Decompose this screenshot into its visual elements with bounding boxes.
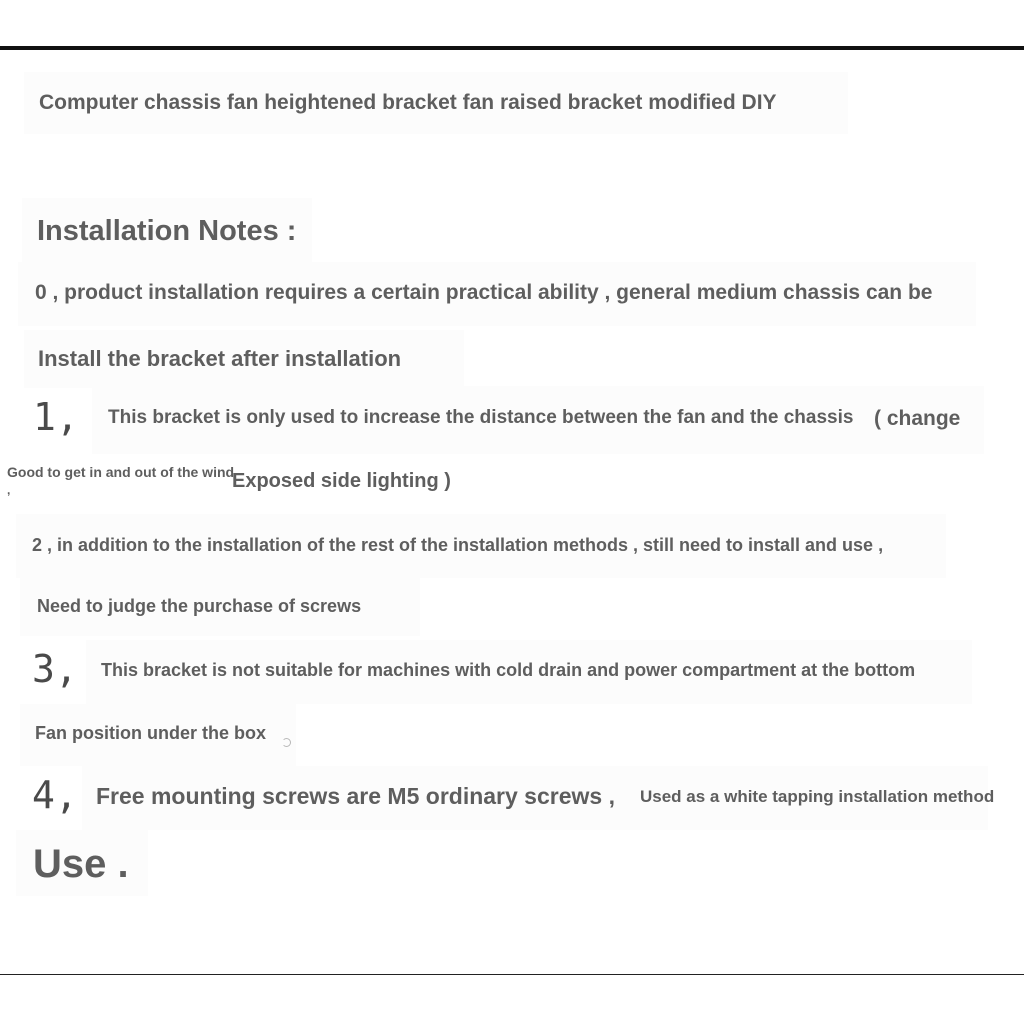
note-0-line-2: Install the bracket after installation (24, 330, 464, 388)
note-3-text: This bracket is not suitable for machines with cold drain and power compartment at the bottom (86, 640, 972, 704)
loading-spinner-icon (282, 738, 291, 747)
top-divider (0, 46, 1024, 50)
note-1-wind-comma: , (7, 483, 11, 497)
note-0-line-1: 0 , product installation requires a certain practical ability , general medium chassis can be (18, 262, 976, 326)
note-1-text: This bracket is only used to increase the distance between the fan and the chassis (92, 386, 984, 454)
note-4-text: Free mounting screws are M5 ordinary screws , (82, 766, 988, 830)
note-1-wind-text: Good to get in and out of the wind (7, 464, 235, 480)
note-3-number: 3, (32, 647, 78, 691)
product-title: Computer chassis fan heightened bracket fan raised bracket modified DIY (24, 72, 848, 134)
note-1-change: ( change (874, 407, 961, 430)
bottom-divider (0, 974, 1024, 975)
note-4-number: 4, (32, 773, 78, 817)
note-2-line-2: Need to judge the purchase of screws (20, 578, 420, 636)
use-label: Use . (16, 830, 148, 896)
note-3-continuation: Fan position under the box (20, 704, 296, 766)
note-1-number: 1, (33, 395, 79, 439)
installation-notes-heading: Installation Notes : (22, 198, 312, 264)
note-4-note: Used as a white tapping installation method (640, 787, 995, 806)
note-2-line-1: 2 , in addition to the installation of the rest of the installation methods , still need to install and use , (16, 514, 946, 578)
note-1-exposed: Exposed side lighting ) (232, 470, 451, 492)
